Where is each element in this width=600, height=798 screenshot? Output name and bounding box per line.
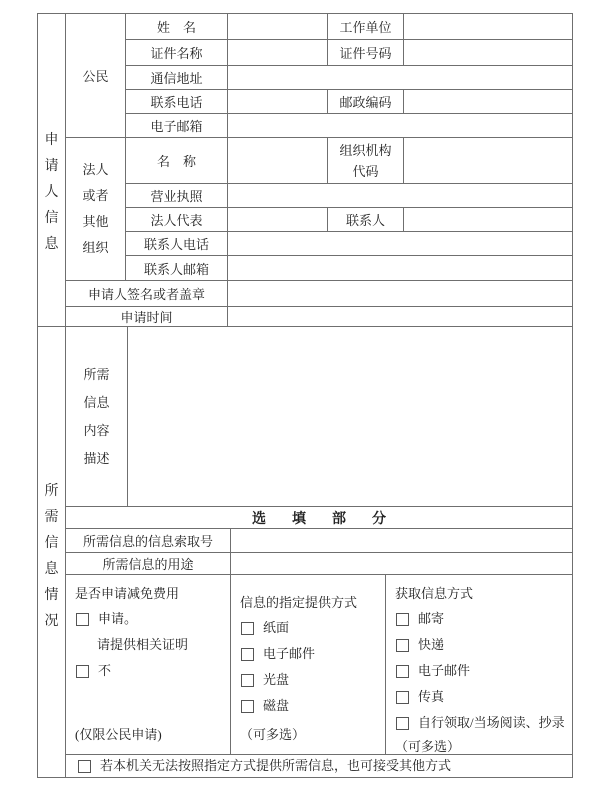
- org-code-input-cell[interactable]: [404, 138, 573, 184]
- fallback-note-label: 若本机关无法按照指定方式提供所需信息，也可接受其他方式: [100, 758, 452, 773]
- label-address: 通信地址: [126, 66, 228, 90]
- obtain-option-fax[interactable]: [395, 684, 566, 710]
- checkbox-icon[interactable]: [241, 622, 254, 635]
- apply-time-input-cell[interactable]: [228, 307, 573, 327]
- label-contact-email: 联系人邮箱: [126, 256, 228, 281]
- fallback-note-cell: [66, 755, 573, 778]
- label-legal-rep: 法人代表: [126, 208, 228, 232]
- application-form: [37, 13, 573, 778]
- delivery-option-paper[interactable]: [240, 615, 379, 641]
- section-label-required-info: 所需信息情况: [38, 327, 66, 778]
- checkbox-icon[interactable]: [241, 700, 254, 713]
- contact-phone-input-cell[interactable]: [228, 232, 573, 256]
- option-label: 电子邮件: [263, 646, 316, 661]
- label-id-type: 证件名称: [126, 40, 228, 66]
- label-postcode: 邮政编码: [328, 90, 404, 114]
- option-label: 邮寄: [418, 611, 445, 626]
- work-unit-input-cell[interactable]: [404, 14, 573, 40]
- content-description-input-cell[interactable]: [128, 327, 573, 507]
- postcode-input-cell[interactable]: [404, 90, 573, 114]
- label-apply-time: 申请时间: [66, 307, 228, 327]
- option-label: 不: [98, 663, 112, 678]
- delivery-option-cd[interactable]: [240, 667, 379, 693]
- checkbox-icon[interactable]: [78, 760, 91, 773]
- id-type-input-cell[interactable]: [228, 40, 328, 66]
- label-work-unit: 工作单位: [328, 14, 404, 40]
- checkbox-icon[interactable]: [76, 613, 89, 626]
- legal-rep-input-cell[interactable]: [228, 208, 328, 232]
- label-content-description: 所需信息内容描述: [66, 327, 128, 507]
- checkbox-icon[interactable]: [241, 674, 254, 687]
- label-business-license: 营业执照: [126, 184, 228, 208]
- option-label: 光盘: [263, 672, 290, 687]
- label-org-code: 组织机构代码: [328, 138, 404, 184]
- contact-email-input-cell[interactable]: [228, 256, 573, 281]
- index-number-input-cell[interactable]: [231, 529, 573, 553]
- checkbox-icon[interactable]: [241, 648, 254, 661]
- address-input-cell[interactable]: [228, 66, 573, 90]
- group-label-organization: 法人或者其他组织: [66, 138, 126, 281]
- email-input-cell[interactable]: [228, 114, 573, 138]
- option-label: 纸面: [263, 620, 290, 635]
- label-id-number: 证件号码: [328, 40, 404, 66]
- obtain-option-email[interactable]: [395, 658, 566, 684]
- checkbox-icon[interactable]: [396, 639, 409, 652]
- label-name: 姓 名: [126, 14, 228, 40]
- obtain-method-footnote: （可多选）: [395, 739, 461, 754]
- fee-waiver-cell: [66, 575, 231, 755]
- delivery-method-title: 信息的指定提供方式: [240, 595, 358, 610]
- label-email: 电子邮箱: [126, 114, 228, 138]
- delivery-method-footnote: （可多选）: [240, 727, 306, 742]
- purpose-input-cell[interactable]: [231, 553, 573, 575]
- required-info-table: [37, 326, 573, 778]
- obtain-option-self-pickup[interactable]: [395, 710, 566, 736]
- fee-waiver-title: 是否申请减免费用: [75, 586, 180, 601]
- fallback-note-option[interactable]: [68, 755, 570, 777]
- org-name-input-cell[interactable]: [228, 138, 328, 184]
- option-label: 电子邮件: [418, 663, 471, 678]
- label-org-name: 名 称: [126, 138, 228, 184]
- option-label: 申请。: [98, 611, 138, 626]
- checkbox-icon[interactable]: [396, 665, 409, 678]
- obtain-option-express[interactable]: [395, 632, 566, 658]
- phone-input-cell[interactable]: [228, 90, 328, 114]
- fee-waiver-option-apply[interactable]: [75, 606, 224, 632]
- option-label: 快递: [418, 637, 445, 652]
- business-license-input-cell[interactable]: [228, 184, 573, 208]
- label-contact-phone: 联系人电话: [126, 232, 228, 256]
- option-label: 传真: [418, 689, 445, 704]
- id-number-input-cell[interactable]: [404, 40, 573, 66]
- contact-person-input-cell[interactable]: [404, 208, 573, 232]
- applicant-info-table: [37, 13, 573, 327]
- delivery-option-disk[interactable]: [240, 693, 379, 719]
- obtain-method-title: 获取信息方式: [395, 586, 474, 601]
- option-label: 磁盘: [263, 698, 290, 713]
- obtain-method-cell: [386, 575, 573, 755]
- label-signature: 申请人签名或者盖章: [66, 281, 228, 307]
- checkbox-icon[interactable]: [396, 691, 409, 704]
- fee-waiver-apply-note: 请提供相关证明: [97, 637, 189, 652]
- optional-section-header: 选填部分: [66, 507, 573, 529]
- checkbox-icon[interactable]: [396, 717, 409, 730]
- label-contact-person: 联系人: [328, 208, 404, 232]
- delivery-option-email[interactable]: [240, 641, 379, 667]
- name-input-cell[interactable]: [228, 14, 328, 40]
- delivery-method-cell: [231, 575, 386, 755]
- label-index-number: 所需信息的信息索取号: [66, 529, 231, 553]
- checkbox-icon[interactable]: [76, 665, 89, 678]
- label-purpose: 所需信息的用途: [66, 553, 231, 575]
- group-label-citizen: 公民: [66, 14, 126, 138]
- fee-waiver-option-no[interactable]: [75, 658, 224, 684]
- label-phone: 联系电话: [126, 90, 228, 114]
- option-label: 自行领取/当场阅读、抄录: [418, 715, 565, 730]
- fee-waiver-footnote: (仅限公民申请): [75, 727, 162, 742]
- obtain-option-mail[interactable]: [395, 606, 566, 632]
- checkbox-icon[interactable]: [396, 613, 409, 626]
- section-label-applicant-info: 申请人信息: [38, 14, 66, 327]
- signature-input-cell[interactable]: [228, 281, 573, 307]
